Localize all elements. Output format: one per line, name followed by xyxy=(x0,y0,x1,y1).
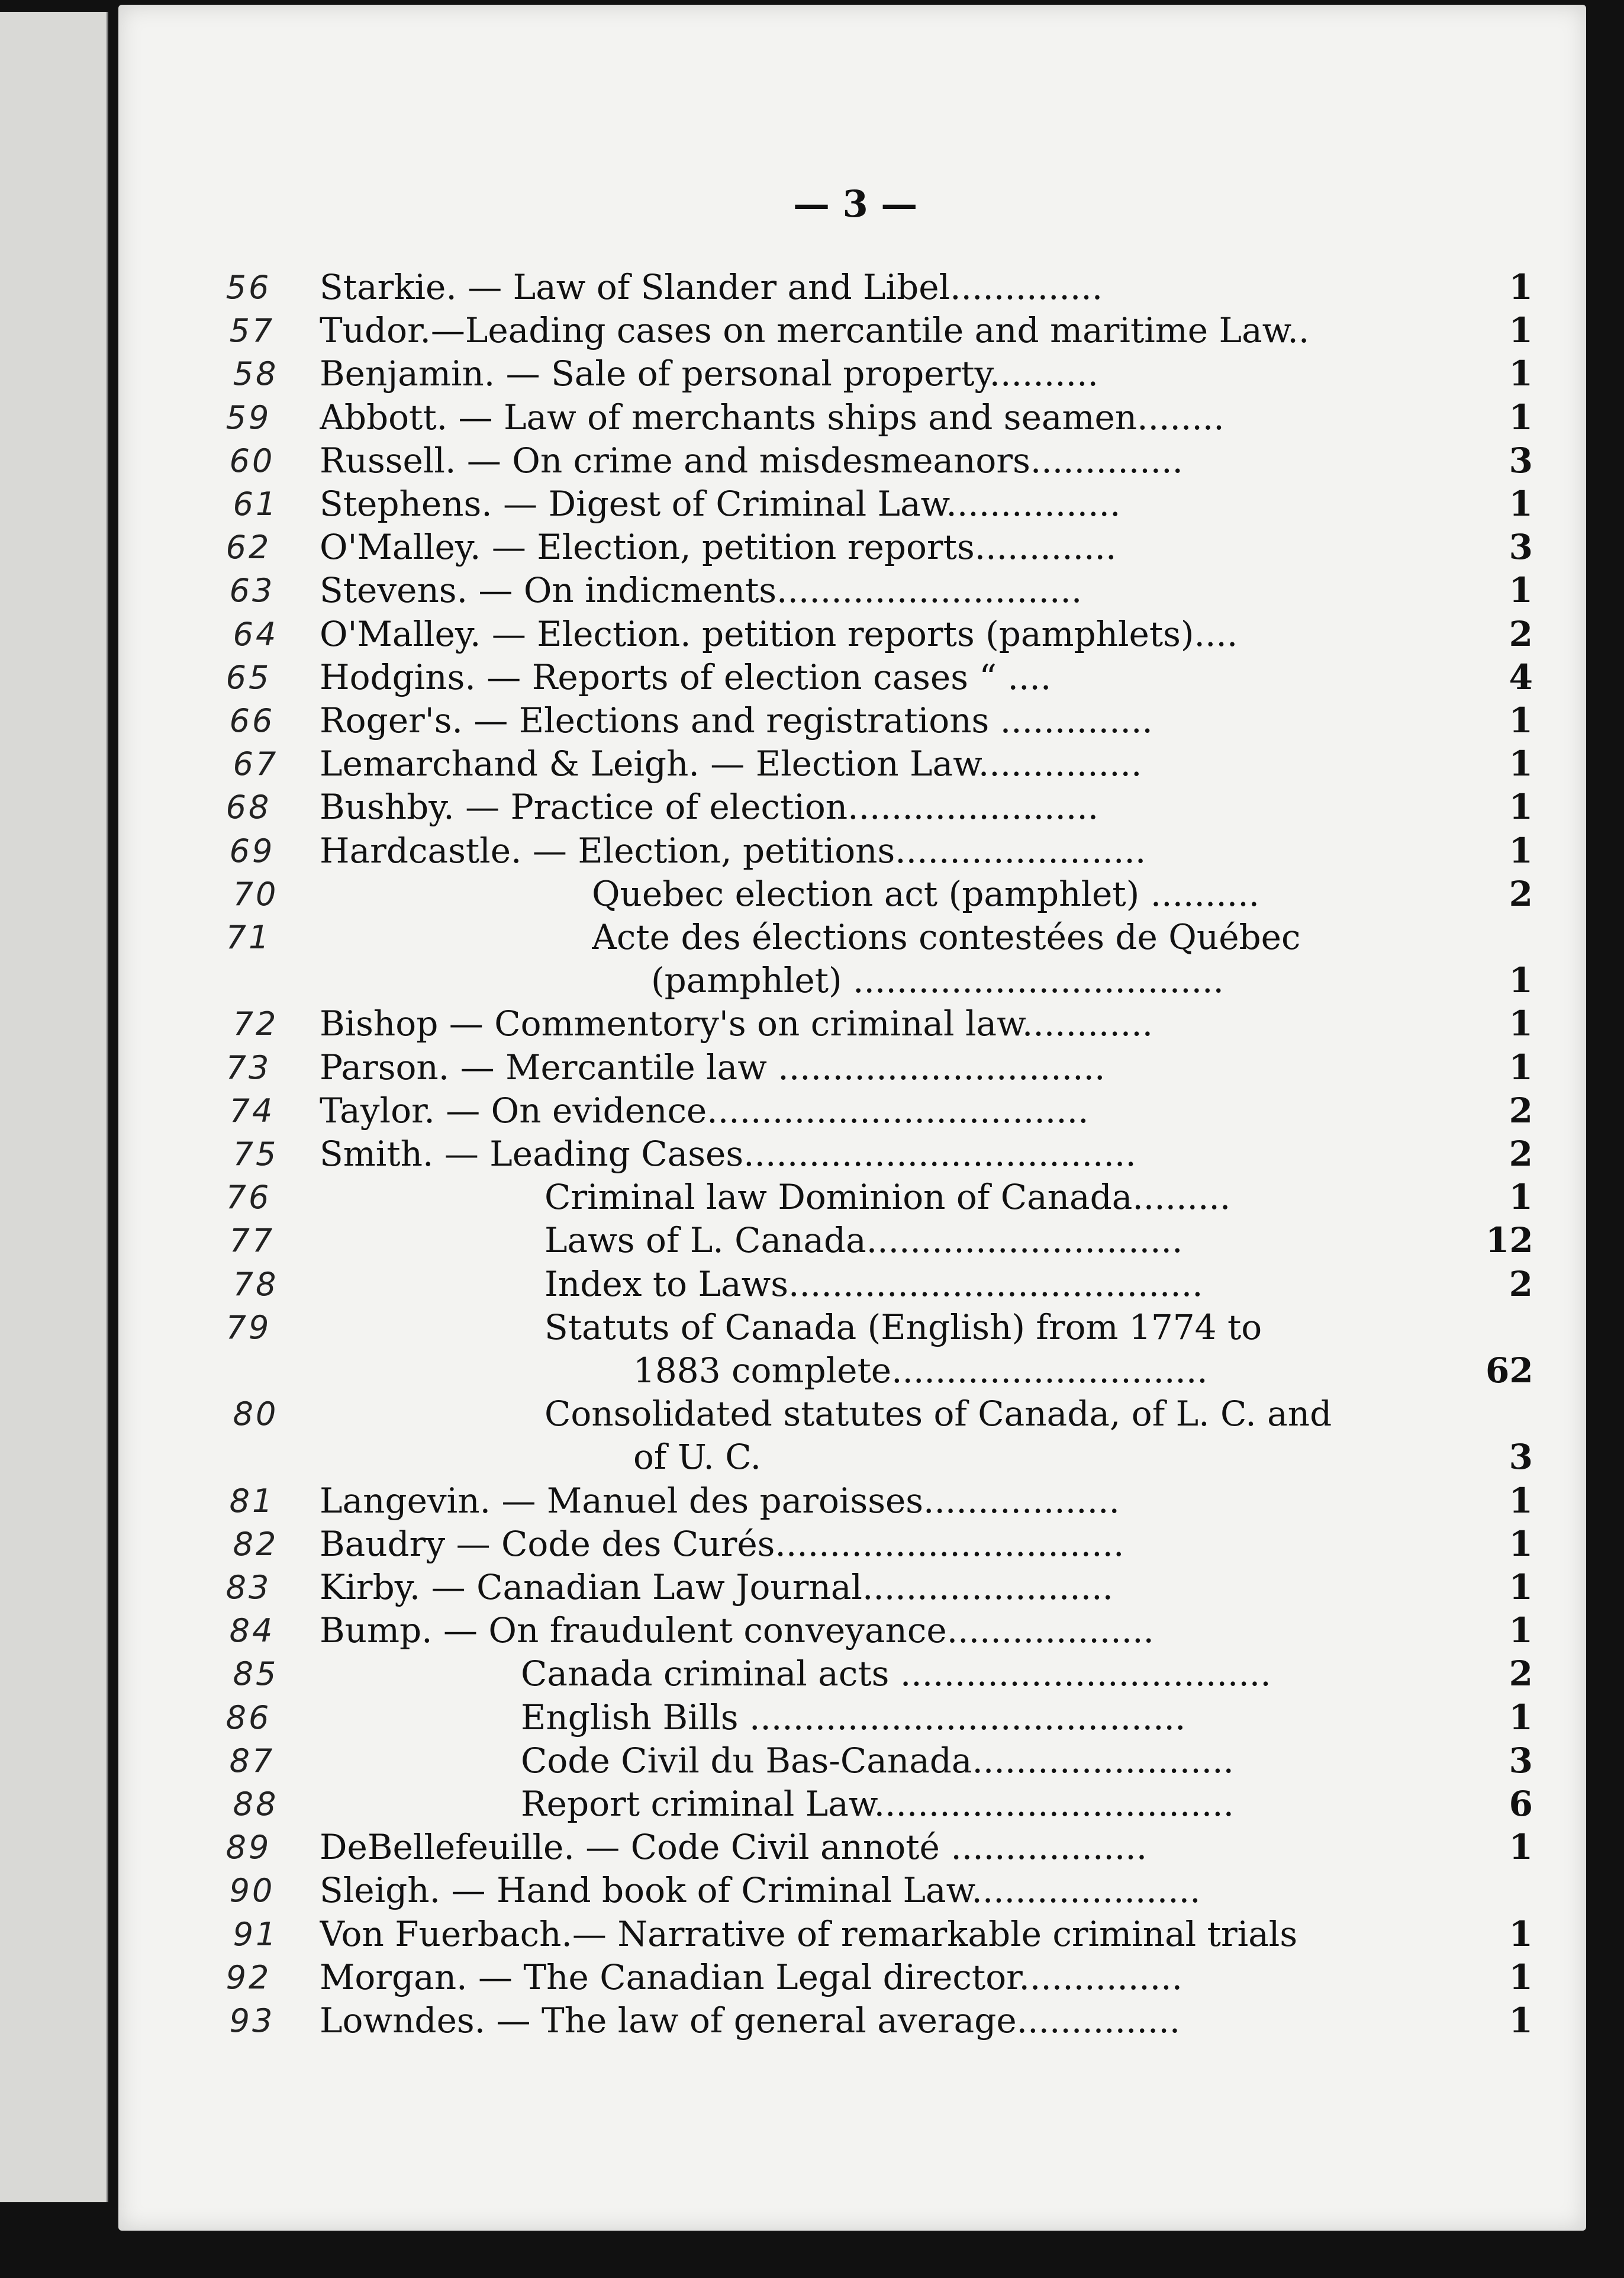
list-item xyxy=(118,612,1586,656)
entry-text: Kirby. — Canadian Law Journal....................... xyxy=(320,1567,1113,1607)
list-item xyxy=(118,915,1586,959)
quantity: 1 xyxy=(1509,1523,1533,1564)
list-item xyxy=(118,439,1586,482)
handwritten-item-number: 92 xyxy=(225,1958,272,1996)
entry-text: O'Malley. — Election, petition reports............. xyxy=(320,527,1117,568)
quantity: 2 xyxy=(1509,1263,1533,1304)
quantity: 1 xyxy=(1509,1957,1533,1997)
handwritten-item-number: 91 xyxy=(233,1915,279,1953)
list-item xyxy=(118,1825,1586,1869)
entry-text: Hardcastle. — Election, petitions....................... xyxy=(320,830,1146,871)
handwritten-item-number: 61 xyxy=(233,485,279,523)
entry-text: Bishop — Commentory's on criminal law............ xyxy=(320,1003,1153,1044)
entry-text: Laws of L. Canada............................. xyxy=(544,1220,1183,1261)
list-item xyxy=(118,308,1586,352)
list-item xyxy=(118,568,1586,612)
quantity: 2 xyxy=(1509,1134,1533,1174)
list-item xyxy=(118,1565,1586,1609)
handwritten-item-number: 86 xyxy=(225,1698,272,1736)
entry-text: Parson. — Mercantile law .............................. xyxy=(320,1047,1106,1087)
entry-text: Hodgins. — Reports of election cases “ .... xyxy=(320,657,1052,697)
quantity: 2 xyxy=(1509,1653,1533,1694)
list-item xyxy=(118,1479,1586,1523)
list-item xyxy=(118,1349,1586,1392)
entry-text: Canada criminal acts .................................. xyxy=(521,1653,1271,1694)
quantity: 1 xyxy=(1509,787,1533,828)
quantity: 1 xyxy=(1509,1913,1533,1954)
list-item xyxy=(118,1132,1586,1176)
quantity: 2 xyxy=(1509,613,1533,654)
list-item xyxy=(118,265,1586,309)
list-item xyxy=(118,395,1586,439)
list-item xyxy=(118,1089,1586,1132)
quantity: 1 xyxy=(1509,830,1533,871)
entry-text: Code Civil du Bas-Canada........................ xyxy=(521,1740,1234,1781)
handwritten-item-number: 64 xyxy=(233,615,279,653)
quantity: 12 xyxy=(1486,1220,1533,1261)
page-number: — 3 — xyxy=(793,182,918,226)
entry-text: Smith. — Leading Cases.................................... xyxy=(320,1134,1136,1174)
quantity: 1 xyxy=(1509,960,1533,1001)
handwritten-item-number: 76 xyxy=(225,1179,272,1217)
quantity: 1 xyxy=(1509,1047,1533,1087)
list-item xyxy=(118,1782,1586,1826)
entry-text: O'Malley. — Election. petition reports (pamphlets).... xyxy=(320,613,1238,654)
entry-text: Lemarchand & Leigh. — Election Law............... xyxy=(320,744,1142,784)
quantity: 1 xyxy=(1509,267,1533,307)
entry-text: Von Fuerbach.— Narrative of remarkable criminal trials xyxy=(320,1913,1298,1954)
handwritten-item-number: 68 xyxy=(225,789,272,826)
list-item xyxy=(118,1608,1586,1652)
entry-text: Morgan. — The Canadian Legal director............... xyxy=(320,1957,1183,1997)
quantity: 4 xyxy=(1509,657,1533,697)
entry-text: of U. C. xyxy=(633,1437,761,1478)
quantity: 2 xyxy=(1509,1090,1533,1131)
quantity: 1 xyxy=(1509,397,1533,437)
quantity: 1 xyxy=(1509,1003,1533,1044)
handwritten-item-number: 78 xyxy=(233,1265,279,1303)
entry-text: Tudor.—Leading cases on mercantile and maritime Law.. xyxy=(320,310,1310,351)
handwritten-item-number: 90 xyxy=(229,1872,275,1910)
list-item xyxy=(118,1912,1586,1956)
handwritten-item-number: 74 xyxy=(229,1092,275,1130)
handwritten-item-number: 75 xyxy=(233,1135,279,1173)
handwritten-item-number: 87 xyxy=(229,1742,275,1780)
handwritten-item-number: 72 xyxy=(233,1005,279,1043)
entry-text: Statuts of Canada (English) from 1774 to xyxy=(544,1307,1262,1347)
quantity: 2 xyxy=(1509,873,1533,914)
quantity: 1 xyxy=(1509,1567,1533,1607)
list-item xyxy=(118,829,1586,873)
quantity: 1 xyxy=(1509,353,1533,394)
entry-text: Report criminal Law................................. xyxy=(521,1784,1235,1824)
quantity: 3 xyxy=(1509,527,1533,568)
entry-text: Langevin. — Manuel des paroisses.................. xyxy=(320,1480,1120,1521)
facing-page-edge xyxy=(0,12,108,2202)
handwritten-item-number: 59 xyxy=(225,398,272,436)
list-item xyxy=(118,482,1586,526)
handwritten-item-number: 84 xyxy=(229,1612,275,1650)
handwritten-item-number: 81 xyxy=(229,1482,275,1520)
quantity: 1 xyxy=(1509,1480,1533,1521)
entry-text: Quebec election act (pamphlet) .......... xyxy=(592,873,1260,914)
entry-text: Sleigh. — Hand book of Criminal Law..................... xyxy=(320,1870,1201,1911)
handwritten-item-number: 89 xyxy=(225,1829,272,1867)
quantity: 3 xyxy=(1509,1437,1533,1478)
quantity: 1 xyxy=(1509,700,1533,741)
entry-text: 1883 complete............................. xyxy=(633,1350,1208,1391)
handwritten-item-number: 57 xyxy=(229,312,275,350)
entry-text: Abbott. — Law of merchants ships and seamen........ xyxy=(320,397,1225,437)
list-item xyxy=(118,872,1586,916)
entry-text: Bump. — On fraudulent conveyance................... xyxy=(320,1610,1154,1651)
handwritten-item-number: 65 xyxy=(225,658,272,696)
list-item xyxy=(118,1045,1586,1089)
entry-text: Taylor. — On evidence................................... xyxy=(320,1090,1089,1131)
handwritten-item-number: 77 xyxy=(229,1222,275,1260)
quantity: 1 xyxy=(1509,1177,1533,1218)
list-item xyxy=(118,785,1586,829)
list-item xyxy=(118,958,1586,1002)
list-item xyxy=(118,1695,1586,1739)
handwritten-item-number: 82 xyxy=(233,1525,279,1563)
entry-text: Acte des élections contestées de Québec xyxy=(592,917,1301,957)
list-item xyxy=(118,1652,1586,1695)
handwritten-item-number: 93 xyxy=(229,2002,275,2039)
handwritten-item-number: 71 xyxy=(225,919,272,956)
handwritten-item-number: 67 xyxy=(233,745,279,783)
entry-text: Consolidated statutes of Canada, of L. C. and xyxy=(544,1394,1332,1434)
entry-text: Bushby. — Practice of election....................... xyxy=(320,787,1099,828)
list-item xyxy=(118,1218,1586,1262)
quantity: 62 xyxy=(1486,1350,1533,1391)
quantity: 1 xyxy=(1509,484,1533,524)
handwritten-item-number: 60 xyxy=(229,442,275,480)
quantity: 3 xyxy=(1509,440,1533,481)
list-item xyxy=(118,742,1586,786)
quantity: 1 xyxy=(1509,310,1533,351)
list-item xyxy=(118,699,1586,742)
document-page xyxy=(118,5,1586,2231)
handwritten-item-number: 62 xyxy=(225,529,272,567)
quantity: 1 xyxy=(1509,570,1533,611)
list-item xyxy=(118,1522,1586,1566)
quantity: 1 xyxy=(1509,1827,1533,1868)
handwritten-item-number: 56 xyxy=(225,269,272,306)
handwritten-item-number: 63 xyxy=(229,572,275,610)
entry-text: English Bills ........................................ xyxy=(521,1697,1186,1738)
handwritten-item-number: 70 xyxy=(233,875,279,913)
entry-text: Russell. — On crime and misdesmeanors.............. xyxy=(320,440,1183,481)
handwritten-item-number: 80 xyxy=(233,1395,279,1433)
list-item xyxy=(118,655,1586,699)
list-item xyxy=(118,1955,1586,1999)
list-item xyxy=(118,1175,1586,1219)
quantity: 1 xyxy=(1509,744,1533,784)
list-item xyxy=(118,1435,1586,1479)
handwritten-item-number: 83 xyxy=(225,1569,272,1606)
entry-text: Stephens. — Digest of Criminal Law................ xyxy=(320,484,1121,524)
handwritten-item-number: 85 xyxy=(233,1655,279,1693)
entry-text: Benjamin. — Sale of personal property.......... xyxy=(320,353,1098,394)
handwritten-item-number: 88 xyxy=(233,1785,279,1823)
quantity: 1 xyxy=(1509,1697,1533,1738)
entry-text: DeBellefeuille. — Code Civil annoté .................. xyxy=(320,1827,1148,1868)
list-item xyxy=(118,1999,1586,2042)
entry-text: Lowndes. — The law of general average............... xyxy=(320,2000,1181,2041)
list-item xyxy=(118,525,1586,569)
list-item xyxy=(118,1305,1586,1349)
entry-text: Index to Laws...................................... xyxy=(544,1263,1203,1304)
quantity: 6 xyxy=(1509,1784,1533,1824)
entry-text: Starkie. — Law of Slander and Libel.............. xyxy=(320,267,1103,307)
entry-text: Criminal law Dominion of Canada......... xyxy=(544,1177,1231,1218)
quantity: 1 xyxy=(1509,2000,1533,2041)
handwritten-item-number: 66 xyxy=(229,702,275,739)
handwritten-item-number: 79 xyxy=(225,1308,272,1346)
list-item xyxy=(118,1392,1586,1436)
entry-text: Stevens. — On indicments............................ xyxy=(320,570,1082,611)
handwritten-item-number: 58 xyxy=(233,355,279,393)
quantity: 3 xyxy=(1509,1740,1533,1781)
list-item xyxy=(118,1262,1586,1306)
handwritten-item-number: 69 xyxy=(229,832,275,870)
entry-text: Roger's. — Elections and registrations .............. xyxy=(320,700,1153,741)
entry-text: Baudry — Code des Curés................................ xyxy=(320,1523,1124,1564)
list-item xyxy=(118,1002,1586,1045)
list-item xyxy=(118,352,1586,395)
quantity: 1 xyxy=(1509,1610,1533,1651)
entry-text: (pamphlet) .................................. xyxy=(651,960,1224,1001)
handwritten-item-number: 73 xyxy=(225,1048,272,1086)
list-item xyxy=(118,1868,1586,1912)
list-item xyxy=(118,1739,1586,1782)
